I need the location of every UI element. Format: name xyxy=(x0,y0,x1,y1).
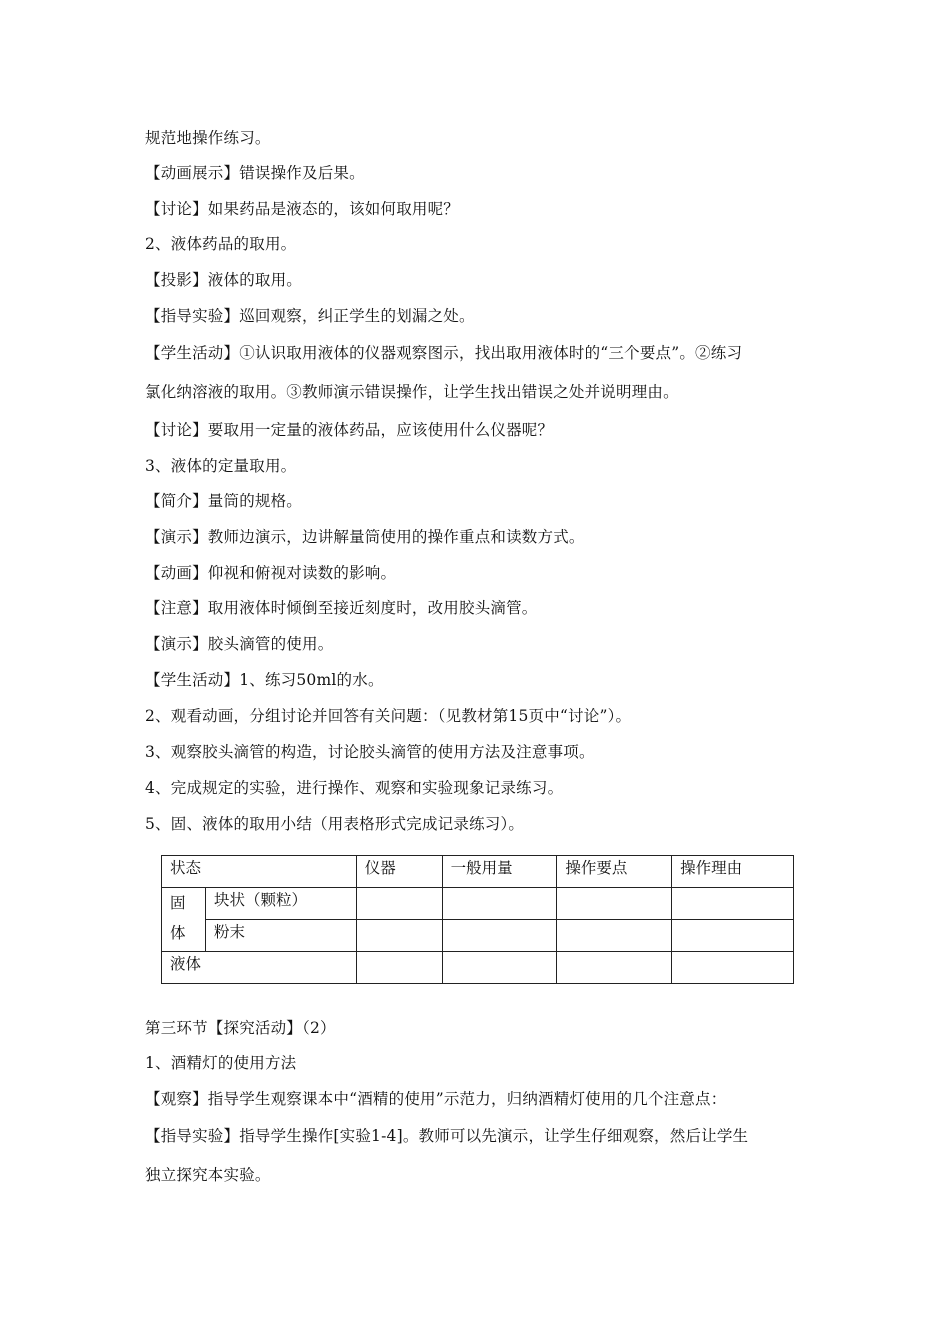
text-line: 3、观察胶头滴管的构造，讨论胶头滴管的使用方法及注意事项。 xyxy=(145,743,595,761)
text-line: 【动画】仰视和俯视对读数的影响。 xyxy=(145,564,397,582)
table-cell xyxy=(557,888,672,920)
text-line: 【演示】教师边演示，边讲解量筒使用的操作重点和读数方式。 xyxy=(145,528,585,546)
table-cell xyxy=(442,888,557,920)
table-header-cell: 状态 xyxy=(162,856,357,888)
table-cell xyxy=(557,920,672,952)
text-line: 5、固、液体的取用小结（用表格形式完成记录练习）。 xyxy=(145,815,525,833)
table-header-cell: 仪器 xyxy=(356,856,442,888)
text-line: 2、观看动画，分组讨论并回答有关问题：（见教材第15页中“讨论”）。 xyxy=(145,707,632,725)
solid-label-char: 体 xyxy=(170,924,186,942)
text-line: 【指导实验】巡回观察，纠正学生的划漏之处。 xyxy=(145,307,475,325)
text-line: 氯化纳溶液的取用。③教师演示错误操作，让学生找出错误之处并说明理由。 xyxy=(145,383,679,401)
table-header-cell: 一般用量 xyxy=(442,856,557,888)
table-cell xyxy=(672,952,794,984)
table-header-row xyxy=(162,856,794,888)
text-line: 1、酒精灯的使用方法 xyxy=(145,1054,297,1072)
text-line: 独立探究本实验。 xyxy=(145,1166,271,1184)
text-line: 【学生活动】①认识取用液体的仪器观察图示，找出取用液体时的“三个要点”。②练习 xyxy=(145,344,743,362)
summary-table xyxy=(161,855,794,984)
table-cell xyxy=(356,920,442,952)
table-row xyxy=(162,888,794,920)
text-line: 【注意】取用液体时倾倒至接近刻度时，改用胶头滴管。 xyxy=(145,599,538,617)
text-line: 【讨论】如果药品是液态的，该如何取用呢？ xyxy=(145,200,460,218)
text-line: 【投影】液体的取用。 xyxy=(145,271,303,289)
table-header-cell: 操作要点 xyxy=(557,856,672,888)
text-line: 【讨论】要取用一定量的液体药品，应该使用什么仪器呢？ xyxy=(145,421,554,439)
table-cell: 块状（颗粒） xyxy=(205,888,356,920)
text-line: 规范地操作练习。 xyxy=(145,129,271,147)
text-line: 3、液体的定量取用。 xyxy=(145,457,297,475)
text-line: 2、液体药品的取用。 xyxy=(145,235,297,253)
text-line: 【学生活动】1、练习50ml的水。 xyxy=(145,671,384,689)
table-cell xyxy=(557,952,672,984)
table-row xyxy=(162,952,794,984)
table-cell xyxy=(356,888,442,920)
table-row xyxy=(162,920,794,952)
text-line: 4、完成规定的实验，进行操作、观察和实验现象记录练习。 xyxy=(145,779,564,797)
liquid-label-cell: 液体 xyxy=(162,952,357,984)
section-heading: 第三环节【探究活动】（2） xyxy=(145,1019,336,1037)
table-cell: 粉末 xyxy=(205,920,356,952)
text-line: 【简介】量筒的规格。 xyxy=(145,492,303,510)
text-line: 【动画展示】错误操作及后果。 xyxy=(145,164,365,182)
table-cell xyxy=(442,952,557,984)
text-line: 【观察】指导学生观察课本中“酒精的使用”示范力，归纳酒精灯使用的几个注意点： xyxy=(145,1090,727,1108)
solid-label-cell xyxy=(162,888,206,952)
table-cell xyxy=(672,888,794,920)
table-cell xyxy=(356,952,442,984)
table-cell xyxy=(442,920,557,952)
text-line: 【指导实验】指导学生操作[实验1-4]。教师可以先演示，让学生仔细观察，然后让学生 xyxy=(145,1127,749,1145)
table-cell xyxy=(672,920,794,952)
text-line: 【演示】胶头滴管的使用。 xyxy=(145,635,334,653)
solid-label-char: 固 xyxy=(170,894,186,912)
table-header-cell: 操作理由 xyxy=(672,856,794,888)
